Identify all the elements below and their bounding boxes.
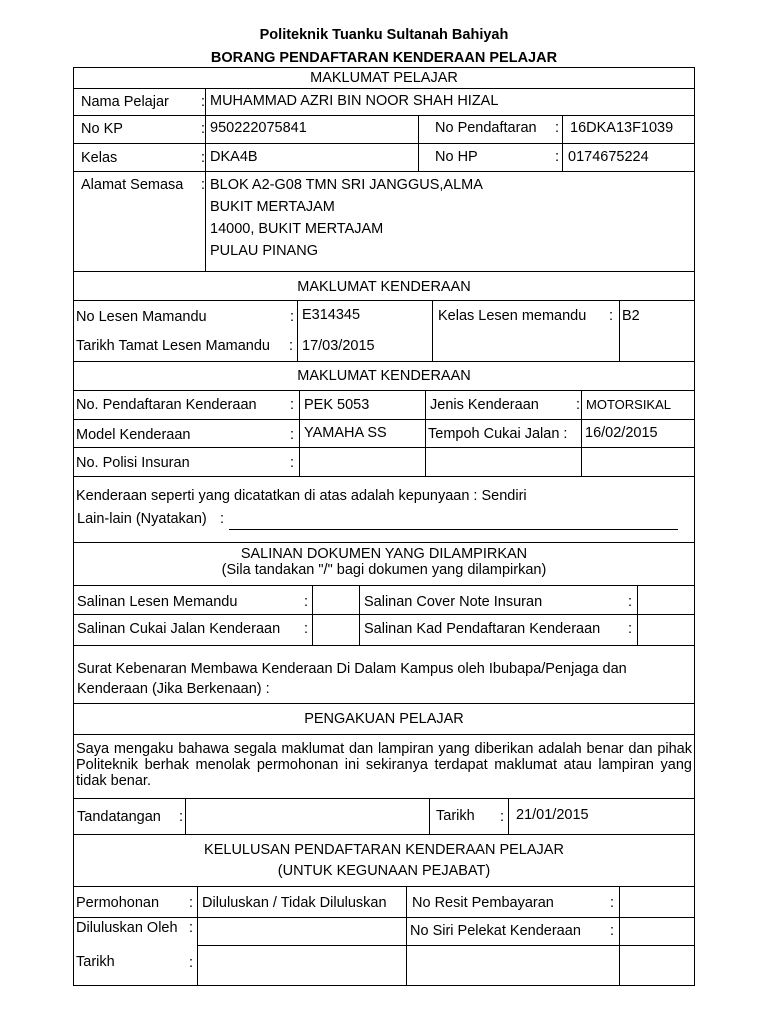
rule [406, 886, 407, 985]
rule [429, 798, 430, 834]
rule [619, 300, 620, 361]
colon: : [610, 895, 615, 911]
rule [297, 300, 298, 361]
colon: : [555, 149, 560, 165]
rule [619, 886, 620, 985]
ic-label: No KP [81, 121, 123, 137]
phone-label: No HP [435, 149, 478, 165]
rule [73, 419, 695, 420]
documents-section-title: SALINAN DOKUMEN YANG DILAMPIRKAN [240, 546, 528, 562]
form-title: BORANG PENDAFTARAN KENDERAAN PELAJAR [210, 50, 558, 66]
colon: : [220, 511, 225, 527]
colon: : [609, 308, 614, 324]
vehicle-model-value: YAMAHA SS [304, 425, 387, 441]
permission-text: Surat Kebenaran Membawa Kenderaan Di Dalam Kampus oleh Ibubapa/Penjaga dan Kenderaan (Jika Berkenaan) : [77, 661, 627, 697]
rule [73, 645, 695, 646]
rule [197, 945, 695, 946]
colon: : [610, 923, 615, 939]
address-line: BLOK A2-G08 TMN SRI JANGGUS,ALMA [210, 177, 483, 193]
frame-top [73, 67, 695, 68]
rule [432, 300, 433, 361]
colon: : [290, 309, 295, 325]
approval-subtitle: (UNTUK KEGUNAAN PEJABAT) [277, 863, 491, 879]
other-owner-line [229, 529, 678, 530]
license-section-title: MAKLUMAT KENDERAAN [297, 279, 471, 295]
roadtax-copy-label: Salinan Cukai Jalan Kenderaan [77, 621, 281, 637]
vehicle-type-label: Jenis Kenderaan [430, 397, 539, 413]
colon: : [201, 94, 206, 110]
vehicle-reg-label: No. Pendaftaran Kenderaan [76, 397, 257, 413]
license-expiry-value: 17/03/2015 [302, 338, 375, 354]
student-section-title: MAKLUMAT PELAJAR [310, 70, 458, 86]
cover-note-copy-label: Salinan Cover Note Insuran [364, 594, 543, 610]
receipt-label: No Resit Pembayaran [412, 895, 554, 911]
institution-name: Politeknik Tuanku Sultanah Bahiyah [259, 27, 509, 43]
rule [205, 88, 206, 271]
class-value: DKA4B [210, 149, 258, 165]
colon: : [555, 120, 560, 136]
declaration-section-title: PENGAKUAN PELAJAR [304, 711, 464, 727]
rule [73, 171, 695, 172]
rule [73, 88, 695, 89]
rule [508, 798, 509, 834]
license-expiry-label: Tarikh Tamat Lesen Mamandu [76, 338, 270, 354]
reg-card-copy-label: Salinan Kad Pendaftaran Kenderaan [364, 621, 601, 637]
colon: : [304, 621, 309, 637]
rule [73, 143, 695, 144]
insurance-label: No. Polisi Insuran [76, 455, 190, 471]
approval-section-title: KELULUSAN PENDAFTARAN KENDERAAN PELAJAR [204, 842, 564, 858]
rule [562, 115, 563, 171]
colon: : [189, 895, 194, 911]
documents-instruction: (Sila tandakan "/" bagi dokumen yang dilampirkan) [221, 562, 547, 578]
rule [73, 390, 695, 391]
phone-value: 0174675224 [568, 149, 649, 165]
colon: : [201, 177, 206, 193]
colon: : [201, 150, 206, 166]
approval-date-label: Tarikh [76, 954, 115, 970]
class-label: Kelas [81, 150, 118, 166]
signature-label: Tandatangan [77, 809, 161, 825]
address-line: 14000, BUKIT MERTAJAM [210, 221, 384, 237]
vehicle-type-value: MOTORSIKAL [586, 397, 672, 412]
rule [197, 886, 198, 985]
rule [73, 271, 695, 272]
rule [185, 798, 186, 834]
colon: : [500, 809, 505, 825]
roadtax-label: Tempoh Cukai Jalan : [428, 426, 568, 442]
rule [359, 585, 360, 645]
vehicle-model-label: Model Kenderaan [76, 427, 191, 443]
rule [73, 703, 695, 704]
license-copy-label: Salinan Lesen Memandu [77, 594, 238, 610]
address-label: Alamat Semasa [81, 177, 184, 193]
declaration-date-value: 21/01/2015 [516, 807, 589, 823]
rule [73, 614, 695, 615]
colon: : [290, 397, 295, 413]
address-line: PULAU PINANG [210, 243, 318, 259]
rule [73, 476, 695, 477]
rule [73, 585, 695, 586]
rule [73, 734, 695, 735]
colon: : [576, 397, 581, 413]
colon: : [201, 121, 206, 137]
reg-no-label: No Pendaftaran [435, 120, 537, 136]
vehicle-reg-value: PEK 5053 [304, 397, 370, 413]
rule [581, 390, 582, 476]
rule [73, 542, 695, 543]
license-class-value: B2 [622, 308, 640, 324]
name-label: Nama Pelajar [81, 94, 169, 110]
rule [73, 917, 695, 918]
vehicle-section-title: MAKLUMAT KENDERAAN [297, 368, 471, 384]
license-class-label: Kelas Lesen memandu [438, 308, 587, 324]
address-line: BUKIT MERTAJAM [210, 199, 335, 215]
rule [73, 300, 695, 301]
rule [299, 390, 300, 476]
sticker-label: No Siri Pelekat Kenderaan [410, 923, 581, 939]
license-no-value: E314345 [302, 307, 361, 323]
colon: : [189, 920, 194, 936]
rule [418, 115, 419, 171]
colon: : [289, 338, 294, 354]
rule [73, 834, 695, 835]
name-value: MUHAMMAD AZRI BIN NOOR SHAH HIZAL [210, 93, 499, 109]
colon: : [628, 621, 633, 637]
rule [73, 886, 695, 887]
rule [73, 447, 695, 448]
other-owner-label: Lain-lain (Nyatakan) [77, 511, 207, 527]
rule [73, 361, 695, 362]
rule [637, 585, 638, 645]
roadtax-value: 16/02/2015 [585, 425, 658, 441]
colon: : [189, 955, 194, 971]
declaration-text: Saya mengaku bahawa segala maklumat dan lampiran yang diberikan adalah benar dan pihak Politeknik berhak menolak permohonan ini sekiranya terdapat maklumat atau lampiran yang tidak benar. [76, 741, 692, 789]
ic-value: 950222075841 [210, 120, 307, 136]
rule [73, 798, 695, 799]
colon: : [290, 427, 295, 443]
colon: : [290, 455, 295, 471]
application-label: Permohonan [76, 895, 160, 911]
license-no-label: No Lesen Mamandu [76, 309, 207, 325]
colon: : [628, 594, 633, 610]
approved-by-label: Diluluskan Oleh [76, 920, 178, 936]
colon: : [304, 594, 309, 610]
frame-bottom [73, 985, 695, 986]
rule [312, 585, 313, 645]
reg-no-value: 16DKA13F1039 [570, 120, 674, 136]
rule [425, 390, 426, 476]
application-options: Diluluskan / Tidak Diluluskan [202, 895, 387, 911]
rule [73, 115, 695, 116]
ownership-statement: Kenderaan seperti yang dicatatkan di atas adalah kepunyaan : Sendiri [76, 488, 527, 504]
declaration-date-label: Tarikh [436, 808, 475, 824]
colon: : [179, 809, 184, 825]
